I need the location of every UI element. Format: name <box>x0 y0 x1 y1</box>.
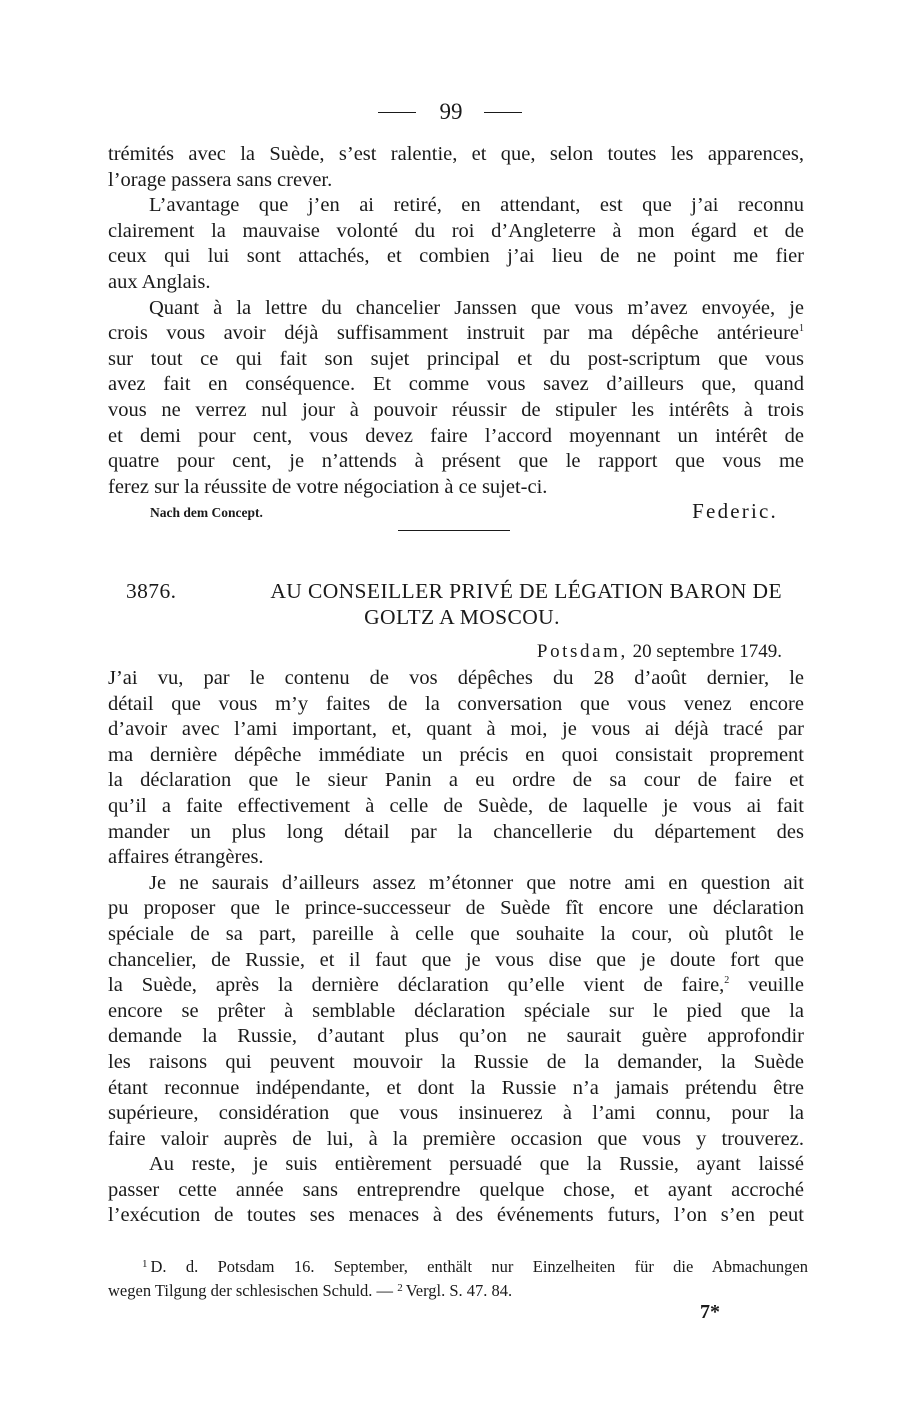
header-rule-left <box>378 112 416 113</box>
text-line: avez fait en conséquence. Et comme vous savez d’ailleurs que, quand <box>108 373 804 396</box>
letter-number: 3876. <box>126 579 177 603</box>
text-line: ma dernière dépêche immédiate un précis en quoi consistait proprement <box>108 743 804 766</box>
dateline <box>458 640 782 664</box>
signature: Federic. <box>692 499 778 523</box>
text-line: l’exécution de toutes ses menaces à des événements futurs, l’on s’en peut <box>108 1204 804 1227</box>
section-separator <box>398 530 510 531</box>
footnote-ref: 1 <box>799 323 804 335</box>
text-line: J’ai vu, par le contenu de vos dépêches du 28 d’août dernier, le <box>108 667 804 689</box>
text-line <box>108 973 804 999</box>
text-line: et demi pour cent, vous devez faire l’accord moyennant un intérêt de <box>108 424 804 447</box>
text-line: chancelier, de Russie, et il faut que je vous dise que je doute fort que <box>108 948 804 971</box>
text-line: faire valoir auprès de lui, à la première occasion que vous y trouverez. <box>108 1127 804 1150</box>
text-line: qu’il a faite effectivement à celle de Suède, de laquelle je vous ai fait <box>108 794 804 817</box>
text-line: les raisons qui peuvent mouvoir la Russie de la demander, la Suède <box>108 1050 804 1073</box>
text-line: passer cette année sans entreprendre quelque chose, et ayant accroché <box>108 1178 804 1201</box>
text-line: aux Anglais. <box>108 270 211 293</box>
footnote-text: wegen Tilgung der schlesischen Schuld. — <box>108 1281 394 1300</box>
text-line: demande la Russie, d’autant plus qu’on ne saurait guère approfondir <box>108 1025 804 1048</box>
text-line: l’orage passera sans crever. <box>108 168 333 191</box>
text-line-content: crois vous avoir déjà suffisamment instruit par ma dépêche antérieure <box>108 322 799 345</box>
text-line: quatre pour cent, je n’attends à présent que le rapport que vous me <box>108 450 804 473</box>
text-line: étant reconnue indépendante, et dont la Russie n’a jamais prétendu être <box>108 1076 804 1099</box>
text-line-content: la Suède, après la dernière déclaration qu’elle vient de faire, <box>108 974 725 997</box>
printer-signature-mark: 7* <box>700 1301 720 1323</box>
text-line: sur tout ce qui fait son sujet principal et du post-scriptum que vous <box>108 347 804 370</box>
text-line: détail que vous m’y faites de la conversation que vous venez encore <box>108 692 804 715</box>
text-line: la déclaration que le sieur Panin a eu ordre de sa cour de faire et <box>108 769 804 792</box>
letter-body <box>108 666 804 1229</box>
previous-letter-body <box>108 142 804 500</box>
footnotes <box>108 1252 808 1300</box>
footnote-number: 2 <box>397 1282 403 1294</box>
letter-heading <box>126 578 782 630</box>
footnote-line <box>142 1252 808 1276</box>
footnote-text: D. d. Potsdam 16. September, enthält nur Einzelheiten für die Abmachungen <box>150 1257 808 1276</box>
text-line: ceux qui lui sont attachés, et combien j’ai lieu de ne point me fier <box>108 245 804 268</box>
heading-line-1: AU CONSEILLER PRIVÉ DE LÉGATION BARON DE <box>270 579 782 603</box>
text-line: vous ne verrez nul jour à pouvoir réussir de stipuler les intérêts à trois <box>108 398 804 421</box>
text-line: encore se prêter à semblable déclaration spéciale sur le pied que la <box>108 999 804 1022</box>
footnote-ref: 2 <box>724 975 730 987</box>
header-rule-right <box>484 112 522 113</box>
page-number: 99 <box>439 99 463 124</box>
text-line: mander un plus long détail par la chancellerie du département des <box>108 820 804 843</box>
source-note: Nach dem Concept. <box>150 505 263 520</box>
text-line: Je ne saurais d’ailleurs assez m’étonner que notre ami en question ait <box>149 871 804 894</box>
text-line <box>108 321 804 347</box>
dateline-place: Potsdam, <box>536 641 628 662</box>
text-line: supérieure, considération que vous insinuerez à l’ami connu, pour la <box>108 1102 804 1125</box>
text-line-tail: veuille <box>748 974 804 997</box>
dateline-date: 20 septembre 1749. <box>632 641 782 662</box>
text-line: trémités avec la Suède, s’est ralentie, et que, selon toutes les apparences, <box>108 143 804 165</box>
text-line: d’avoir avec l’ami important, et, quant à moi, je vous ai déjà tracé par <box>108 718 804 741</box>
text-line: Au reste, je suis entièrement persuadé que la Russie, ayant laissé <box>149 1153 804 1176</box>
text-line: pu proposer que le prince-successeur de Suède fît encore une déclaration <box>108 897 804 920</box>
footnote-line <box>108 1276 808 1300</box>
footnote-number: 1 <box>142 1258 148 1270</box>
text-line: L’avantage que j’en ai retiré, en attendant, est que j’ai reconnu <box>149 194 804 217</box>
text-line: Quant à la lettre du chancelier Janssen que vous m’avez envoyée, je <box>149 296 804 319</box>
text-line: affaires étrangères. <box>108 846 264 869</box>
heading-line-2: GOLTZ A MOSCOU. <box>364 605 560 629</box>
page-header <box>0 98 900 126</box>
footnote-text: Vergl. S. 47. 84. <box>405 1281 513 1300</box>
text-line: spéciale de sa part, pareille à celle que souhaite la cour, où plutôt le <box>108 922 804 945</box>
text-line: clairement la mauvaise volonté du roi d’Angleterre à mon égard et de <box>108 219 804 242</box>
text-line: ferez sur la réussite de votre négociation à ce sujet-ci. <box>108 475 548 498</box>
